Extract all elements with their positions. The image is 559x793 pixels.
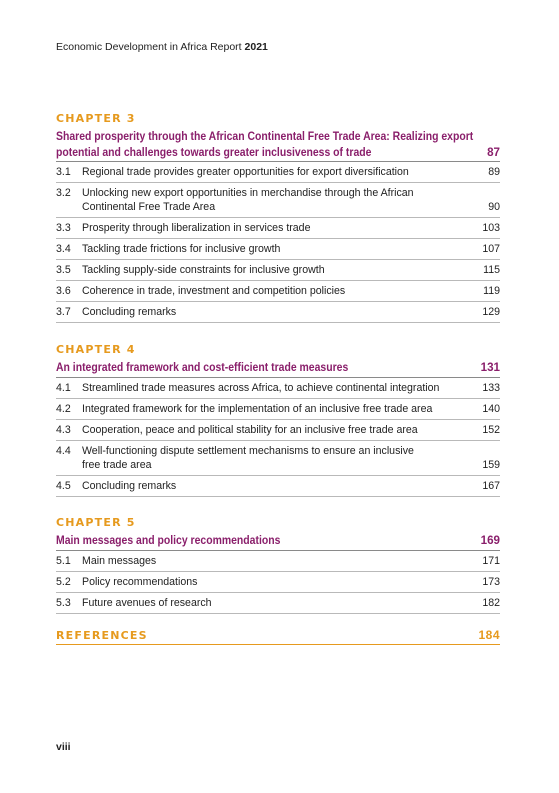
section-page-number: 140	[482, 402, 500, 415]
toc-entry[interactable]	[56, 593, 500, 614]
section-title: Tackling trade frictions for inclusive growth	[82, 243, 281, 255]
toc-entry[interactable]	[56, 281, 500, 302]
section-number: 5.1	[56, 554, 71, 567]
section-title: Concluding remarks	[82, 306, 177, 318]
chapter-title: Main messages and policy recommendations	[56, 534, 281, 547]
running-title: Economic Development in Africa Report	[56, 41, 242, 53]
toc-entry[interactable]	[56, 239, 500, 260]
section-title: Future avenues of research	[82, 596, 212, 609]
section-number: 3.3	[56, 222, 71, 234]
section-page-number: 89	[488, 166, 500, 178]
section-number: 3.4	[56, 243, 71, 255]
section-number: 4.3	[56, 423, 71, 436]
toc-entry[interactable]	[56, 399, 500, 420]
chapter-4	[56, 343, 500, 497]
chapter-label: CHAPTER 5	[56, 516, 136, 529]
section-page-number: 107	[482, 243, 500, 255]
page-folio: viii	[56, 741, 71, 753]
chapter-page-number: 169	[480, 534, 500, 547]
running-header	[56, 41, 268, 53]
section-title: Concluding remarks	[82, 479, 177, 492]
chapter-label: CHAPTER 4	[56, 343, 136, 356]
chapter-title: Shared prosperity through the African Continental Free Trade Area: Realizing export potential and challenges towards greater inclusiveness of trade	[56, 130, 474, 159]
section-page-number: 152	[482, 423, 500, 436]
chapter-label: CHAPTER 3	[56, 112, 136, 125]
section-number: 4.2	[56, 402, 71, 415]
section-title: Unlocking new export opportunities in merchandise through the African Continental Free Trade Area	[82, 187, 414, 213]
toc-entry[interactable]	[56, 572, 500, 593]
section-number: 3.2	[56, 187, 71, 199]
toc-entry[interactable]	[56, 218, 500, 239]
section-page-number: 133	[482, 381, 500, 394]
section-number: 5.3	[56, 596, 71, 609]
section-title: Streamlined trade measures across Africa, to achieve continental integration	[82, 381, 440, 394]
section-title: Main messages	[82, 554, 157, 567]
toc-entry[interactable]	[56, 162, 500, 183]
section-title: Prosperity through liberalization in services trade	[82, 222, 311, 234]
section-number: 4.5	[56, 479, 71, 492]
toc-entry[interactable]	[56, 378, 500, 399]
section-number: 3.6	[56, 285, 71, 297]
section-page-number: 171	[482, 554, 500, 567]
section-list	[56, 162, 500, 323]
running-year: 2021	[244, 41, 268, 53]
toc-entry[interactable]	[56, 183, 500, 218]
toc-entry[interactable]	[56, 441, 500, 476]
section-page-number: 90	[488, 201, 500, 213]
section-page-number: 103	[482, 222, 500, 234]
toc-entry[interactable]	[56, 420, 500, 441]
section-page-number: 129	[482, 306, 500, 318]
references-page-number: 184	[478, 628, 500, 642]
chapter-title: An integrated framework and cost-efficient trade measures	[56, 361, 349, 374]
chapter-5	[56, 516, 500, 614]
section-page-number: 173	[482, 575, 500, 588]
chapter-title-row[interactable]	[56, 129, 500, 162]
toc-entry[interactable]	[56, 260, 500, 281]
section-list	[56, 378, 500, 497]
section-number: 5.2	[56, 575, 71, 588]
section-title: Coherence in trade, investment and competition policies	[82, 285, 346, 297]
section-number: 4.1	[56, 381, 71, 394]
section-number: 3.5	[56, 264, 71, 276]
section-title: Tackling supply-side constraints for inclusive growth	[82, 264, 325, 276]
chapter-3	[56, 112, 500, 323]
section-title: Well-functioning dispute settlement mechanisms to ensure an inclusive free trade area	[82, 444, 414, 471]
section-title: Cooperation, peace and political stability for an inclusive free trade area	[82, 423, 418, 436]
section-page-number: 119	[483, 285, 500, 297]
references-entry[interactable]	[56, 628, 500, 645]
chapter-page-number: 131	[480, 361, 500, 374]
section-title: Regional trade provides greater opportunities for export diversification	[82, 166, 409, 178]
section-page-number: 182	[482, 596, 500, 609]
references-label: REFERENCES	[56, 629, 148, 642]
section-page-number: 159	[482, 458, 500, 471]
section-list	[56, 551, 500, 614]
section-title: Integrated framework for the implementation of an inclusive free trade area	[82, 402, 433, 415]
section-page-number: 167	[482, 479, 500, 492]
section-number: 3.1	[56, 166, 71, 178]
chapter-title-row[interactable]	[56, 533, 500, 551]
chapter-title-row[interactable]	[56, 360, 500, 378]
section-number: 4.4	[56, 444, 71, 457]
toc-entry[interactable]	[56, 551, 500, 572]
section-page-number: 115	[483, 264, 500, 276]
toc-entry[interactable]	[56, 302, 500, 323]
toc-entry[interactable]	[56, 476, 500, 497]
section-number: 3.7	[56, 306, 71, 318]
chapter-page-number: 87	[487, 145, 500, 159]
section-title: Policy recommendations	[82, 575, 198, 588]
